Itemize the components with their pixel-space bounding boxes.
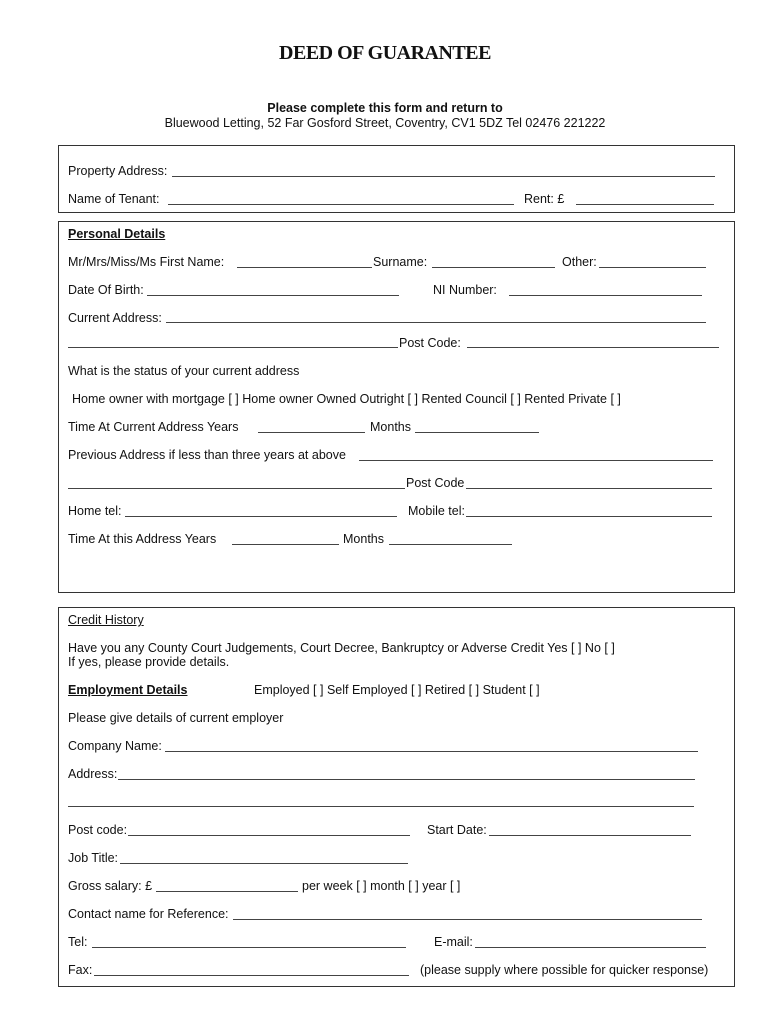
rent-field[interactable] <box>576 204 714 205</box>
reference-contact-label: Contact name for Reference: <box>68 907 229 921</box>
credit-question[interactable]: Have you any County Court Judgements, Court Decree, Bankruptcy or Adverse Credit Yes [ ] No [ ] <box>68 641 615 655</box>
previous-address-field[interactable] <box>359 460 713 461</box>
property-address-field[interactable] <box>172 176 715 177</box>
gross-salary-field[interactable] <box>156 891 298 892</box>
gross-salary-label: Gross salary: £ <box>68 879 153 893</box>
home-tel-field[interactable] <box>125 516 397 517</box>
fax-field[interactable] <box>94 975 409 976</box>
ni-number-label: NI Number: <box>433 283 497 297</box>
surname-field[interactable] <box>432 267 555 268</box>
time-current-months-field[interactable] <box>415 432 539 433</box>
time-current-years-label: Time At Current Address Years <box>68 420 239 434</box>
property-address-label: Property Address: <box>68 164 168 178</box>
previous-address-field-2[interactable] <box>68 488 405 489</box>
previous-address-label: Previous Address if less than three years at above <box>68 448 346 462</box>
other-field[interactable] <box>599 267 706 268</box>
time-current-years-field[interactable] <box>258 432 365 433</box>
employer-address-field[interactable] <box>118 779 695 780</box>
post-code-field[interactable] <box>467 347 719 348</box>
job-title-label: Job Title: <box>68 851 119 865</box>
return-address: Bluewood Letting, 52 Far Gosford Street, Coventry, CV1 5DZ Tel 02476 221222 <box>164 116 606 130</box>
post-code-label: Post Code: <box>399 336 461 350</box>
tenant-name-label: Name of Tenant: <box>68 192 160 206</box>
fax-label: Fax: <box>68 963 93 977</box>
employer-details-instruction: Please give details of current employer <box>68 711 284 725</box>
first-name-label: Mr/Mrs/Miss/Ms First Name: <box>68 255 225 269</box>
time-this-years-label: Time At this Address Years <box>68 532 217 546</box>
rent-label: Rent: £ <box>524 192 565 206</box>
post-code-2-field[interactable] <box>466 488 712 489</box>
time-this-months-field[interactable] <box>389 544 512 545</box>
dob-label: Date Of Birth: <box>68 283 144 297</box>
employer-post-code-field[interactable] <box>128 835 410 836</box>
job-title-field[interactable] <box>120 863 408 864</box>
email-field[interactable] <box>475 947 706 948</box>
current-address-field-2[interactable] <box>68 347 398 348</box>
current-address-field[interactable] <box>166 322 706 323</box>
time-this-years-field[interactable] <box>232 544 339 545</box>
other-label: Other: <box>562 255 597 269</box>
employer-post-code-label: Post code: <box>68 823 128 837</box>
company-name-label: Company Name: <box>68 739 162 753</box>
surname-label: Surname: <box>373 255 428 269</box>
instruction-text: Please complete this form and return to <box>267 101 503 115</box>
credit-history-heading: Credit History <box>68 613 144 627</box>
start-date-field[interactable] <box>489 835 691 836</box>
tel-label: Tel: <box>68 935 88 949</box>
time-current-months-label: Months <box>370 420 411 434</box>
employer-address-field-2[interactable] <box>68 806 694 807</box>
page-title: DEED OF GUARANTEE <box>279 42 491 64</box>
home-tel-label: Home tel: <box>68 504 122 518</box>
tenant-name-field[interactable] <box>168 204 514 205</box>
salary-period-options[interactable]: per week [ ] month [ ] year [ ] <box>302 879 461 893</box>
email-label: E-mail: <box>434 935 473 949</box>
email-note: (please supply where possible for quicker response) <box>420 963 709 977</box>
ni-number-field[interactable] <box>509 295 702 296</box>
mobile-tel-field[interactable] <box>466 516 712 517</box>
dob-field[interactable] <box>147 295 399 296</box>
first-name-field[interactable] <box>237 267 372 268</box>
employer-address-label: Address: <box>68 767 118 781</box>
tel-field[interactable] <box>92 947 406 948</box>
credit-if-yes: If yes, please provide details. <box>68 655 230 669</box>
address-status-question: What is the status of your current address <box>68 364 300 378</box>
start-date-label: Start Date: <box>427 823 487 837</box>
current-address-label: Current Address: <box>68 311 162 325</box>
mobile-tel-label: Mobile tel: <box>408 504 465 518</box>
employment-details-heading: Employment Details <box>68 683 188 697</box>
time-this-months-label: Months <box>343 532 384 546</box>
reference-contact-field[interactable] <box>233 919 702 920</box>
property-section <box>58 145 735 213</box>
company-name-field[interactable] <box>165 751 698 752</box>
post-code-2-label: Post Code <box>406 476 465 490</box>
personal-details-heading: Personal Details <box>68 227 166 241</box>
employment-status-options[interactable]: Employed [ ] Self Employed [ ] Retired [ ] Student [ ] <box>254 683 540 697</box>
address-status-options[interactable]: Home owner with mortgage [ ] Home owner Owned Outright [ ] Rented Council [ ] Rented Private [ ] <box>72 392 621 406</box>
